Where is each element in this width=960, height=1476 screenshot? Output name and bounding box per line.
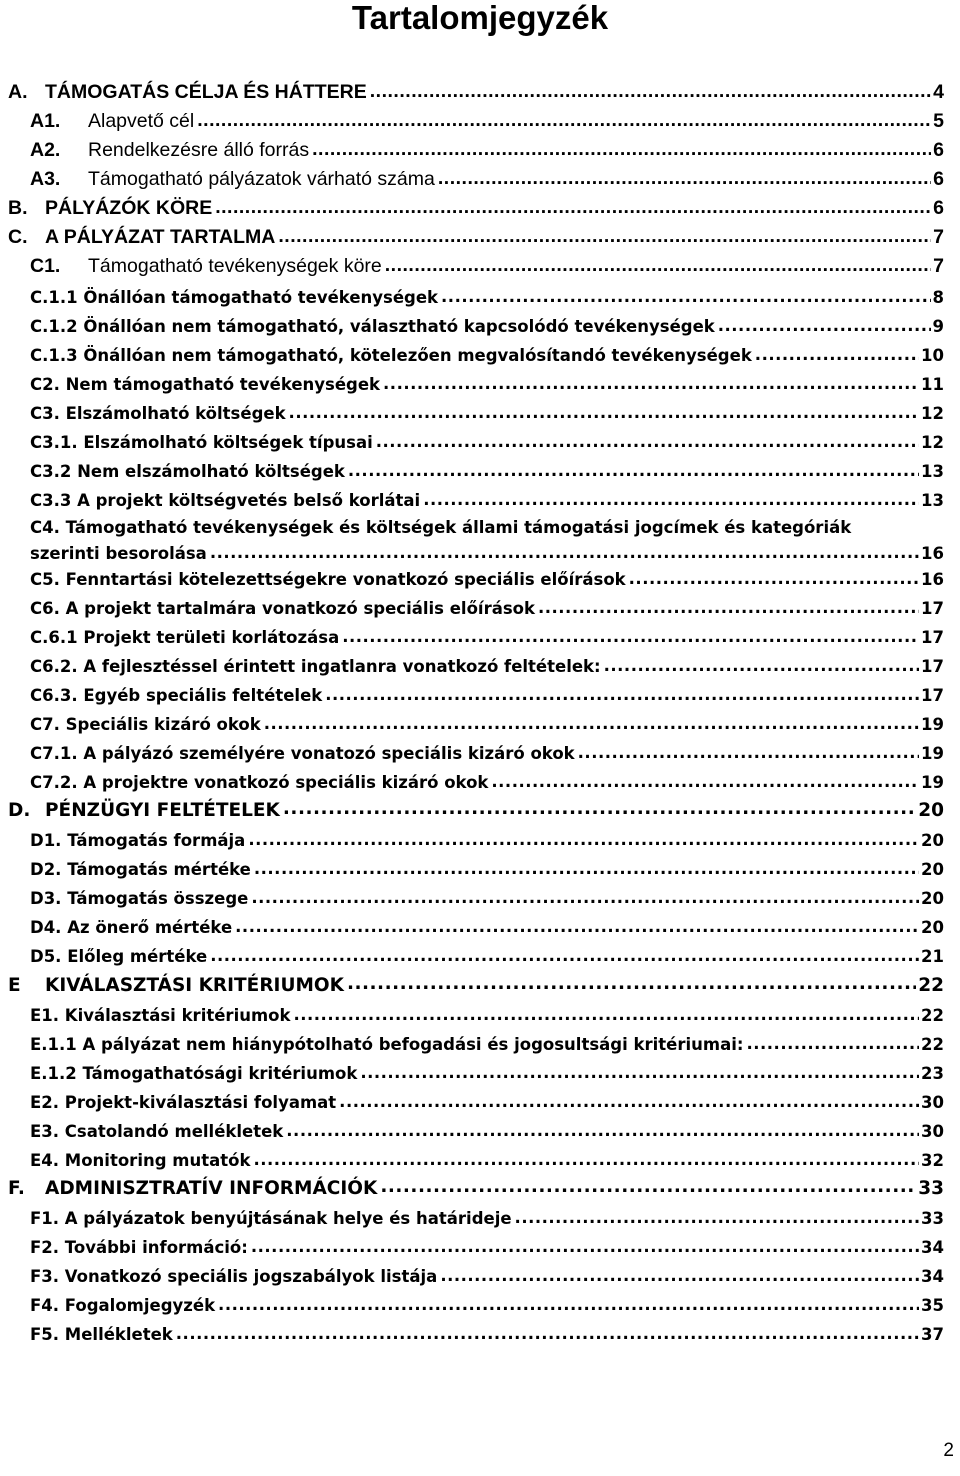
toc-entry-number: D3. [30, 889, 62, 908]
toc-dot-leader [755, 349, 919, 366]
toc-entry-page: 22 [918, 975, 944, 996]
toc-entry-title: Speciális kizáró okok [65, 715, 261, 734]
toc-entry-number: C.1.2 [30, 317, 78, 336]
toc-dot-leader [360, 1067, 919, 1084]
toc-entry[interactable] [30, 886, 944, 908]
toc-entry-page: 22 [921, 1035, 944, 1054]
toc-entry-title: Nem elszámolható költségek [77, 462, 345, 481]
toc-entry-title: Fogalomjegyzék [64, 1296, 216, 1315]
toc-entry-number: E2. [30, 1093, 60, 1112]
toc-entry-page: 13 [921, 462, 944, 481]
toc-entry-title: Önállóan támogatható tevékenységek [83, 288, 439, 307]
toc-dot-leader [376, 436, 919, 453]
toc-entry[interactable] [30, 596, 944, 618]
toc-entry-title: Nem támogatható tevékenységek [65, 375, 381, 394]
toc-entry-number: C.1.3 [30, 346, 78, 365]
toc-dot-leader [370, 85, 931, 105]
toc-dot-leader [438, 172, 931, 192]
toc-entry-number: A3. [30, 168, 61, 190]
toc-entry-title: Támogatás formája [67, 831, 246, 850]
toc-dot-leader [248, 834, 919, 851]
toc-entry-number: C1. [30, 255, 61, 277]
toc-entry[interactable] [8, 1177, 944, 1199]
toc-entry-title: Támogatás mértéke [67, 860, 251, 879]
toc-entry-page: 34 [921, 1267, 944, 1286]
toc-dot-leader [210, 950, 919, 967]
toc-entry-number: E1. [30, 1006, 60, 1025]
toc-entry[interactable] [30, 1032, 944, 1054]
toc-entry-title: A projektre vonatkozó speciális kizáró okok [83, 773, 489, 792]
toc-entry-number: C7.2. [30, 773, 78, 792]
toc-entry-page: 20 [921, 918, 944, 937]
toc-entry[interactable] [30, 488, 944, 510]
toc-entry-title: Támogatható tevékenységek köre [88, 255, 382, 277]
toc-entry-title: KIVÁLASZTÁSI KRITÉRIUMOK [45, 975, 344, 996]
toc-entry-title: A pályázat nem hiánypótolható befogadási és jogosultsági kritériumai: [82, 1035, 744, 1054]
toc-entry-page: 20 [921, 831, 944, 850]
toc-dot-leader [251, 892, 919, 909]
toc-entry-title: Vonatkozó speciális jogszabályok listája [64, 1267, 438, 1286]
toc-entry-number: A. [8, 81, 28, 103]
toc-entry[interactable] [8, 974, 944, 996]
toc-entry[interactable] [30, 1206, 944, 1228]
toc-dot-leader [210, 547, 919, 564]
toc-entry-title: Kiválasztási kritériumok [64, 1006, 291, 1025]
toc-entry-number: A2. [30, 139, 61, 161]
toc-entry-page: 17 [921, 599, 944, 618]
toc-dot-leader [441, 291, 930, 308]
toc-dot-leader [491, 776, 919, 793]
toc-entry[interactable] [30, 140, 944, 162]
toc-entry-page: 23 [921, 1064, 944, 1083]
toc-entry-title: TÁMOGATÁS CÉLJA ÉS HÁTTERE [45, 81, 367, 103]
toc-entry-title: Csatolandó mellékletek [64, 1122, 284, 1141]
toc-entry-title: Alapvető cél [88, 110, 195, 132]
toc-dot-leader [515, 1212, 919, 1229]
toc-entry-page: 6 [933, 168, 944, 190]
toc-entry-page: 7 [933, 226, 944, 248]
toc-entry-title: Támogatható tevékenységek és költségek állami támogatási jogcímek és kategóriák [65, 518, 852, 537]
toc-entry-number: B. [8, 197, 28, 219]
toc-entry[interactable] [8, 227, 944, 249]
toc-entry[interactable] [30, 857, 944, 879]
toc-entry[interactable] [30, 1322, 944, 1344]
toc-entry-number: E [8, 975, 21, 996]
toc-entry-number: C. [8, 226, 28, 248]
toc-entry-title: A PÁLYÁZAT TARTALMA [45, 226, 276, 248]
toc-entry-number: E3. [30, 1122, 60, 1141]
toc-dot-leader [264, 718, 919, 735]
toc-entry-title: PÁLYÁZÓK KÖRE [45, 197, 213, 219]
toc-entry-title: A pályázatok benyújtásának helye és határideje [64, 1209, 512, 1228]
toc-entry-number: F5. [30, 1325, 60, 1344]
toc-entry[interactable] [30, 517, 944, 567]
toc-dot-leader [215, 201, 931, 221]
toc-entry[interactable] [30, 567, 944, 589]
toc-entry-number: D. [8, 800, 31, 821]
toc-entry-page: 33 [918, 1178, 944, 1199]
toc-entry-number: E4. [30, 1151, 60, 1170]
toc-dot-leader [718, 320, 931, 337]
toc-entry-title: Mellékletek [64, 1325, 173, 1344]
toc-entry-number: C4. [30, 518, 60, 537]
toc-entry-title: Egyéb speciális feltételek [83, 686, 323, 705]
toc-dot-leader [538, 602, 919, 619]
toc-dot-leader [578, 747, 919, 764]
toc-entry[interactable] [30, 111, 944, 133]
toc-entry-page: 11 [921, 375, 944, 394]
toc-entry-title: Önállóan nem támogatható, választható kapcsolódó tevékenységek [83, 317, 715, 336]
toc-entry-title: Projekt-kiválasztási folyamat [64, 1093, 337, 1112]
toc-entry[interactable] [30, 372, 944, 394]
toc-dot-leader [342, 631, 919, 648]
toc-entry-page: 4 [933, 81, 944, 103]
toc-entry-title: A pályázó személyére vonatozó speciális kizáró okok [83, 744, 575, 763]
toc-entry[interactable] [30, 430, 944, 452]
toc-entry-page: 32 [921, 1151, 944, 1170]
toc-dot-leader [339, 1096, 919, 1113]
toc-entry-number: F4. [30, 1296, 60, 1315]
toc-dot-leader [312, 143, 931, 163]
toc-dot-leader [235, 921, 919, 938]
toc-entry-number: C6. [30, 599, 60, 618]
page-title: Tartalomjegyzék [351, 0, 609, 36]
toc-entry[interactable] [30, 256, 944, 278]
toc-entry-page: 37 [921, 1325, 944, 1344]
toc-entry-number: C7. [30, 715, 60, 734]
toc-entry-title: ADMINISZTRATÍV INFORMÁCIÓK [45, 1178, 378, 1199]
toc-entry-page: 13 [921, 491, 944, 510]
toc-entry-title: Előleg mértéke [67, 947, 208, 966]
toc-entry-number: D2. [30, 860, 62, 879]
toc-entry-number: C3.1. [30, 433, 78, 452]
toc-entry[interactable] [8, 82, 944, 104]
toc-entry-number: A1. [30, 110, 61, 132]
toc-entry-page: 30 [921, 1093, 944, 1112]
toc-entry[interactable] [30, 169, 944, 191]
toc-entry-page: 6 [933, 139, 944, 161]
toc-entry[interactable] [30, 1148, 944, 1170]
toc-entry[interactable] [30, 741, 944, 763]
toc-entry[interactable] [30, 712, 944, 734]
toc-dot-leader [278, 230, 931, 250]
toc-dot-leader [604, 660, 919, 677]
toc-dot-leader [286, 1125, 919, 1142]
toc-entry-title: Támogatható pályázatok várható száma [88, 168, 435, 190]
toc-dot-leader [380, 1181, 916, 1200]
toc-entry-number: F1. [30, 1209, 60, 1228]
toc-dot-leader [218, 1299, 919, 1316]
toc-dot-leader [197, 114, 931, 134]
toc-entry-page: 19 [921, 715, 944, 734]
toc-dot-leader [325, 689, 919, 706]
toc-entry-number: C6.3. [30, 686, 78, 705]
toc-entry[interactable] [30, 915, 944, 937]
toc-entry-title: A projekt tartalmára vonatkozó speciális előírások [65, 599, 535, 618]
toc-entry-page: 12 [921, 433, 944, 452]
toc-entry-page: 17 [921, 686, 944, 705]
toc-entry[interactable] [30, 770, 944, 792]
toc-entry-page: 35 [921, 1296, 944, 1315]
toc-entry-title: Rendelkezésre álló forrás [88, 139, 310, 161]
toc-entry[interactable] [30, 944, 944, 966]
toc-entry[interactable] [30, 401, 944, 423]
toc-entry[interactable] [30, 459, 944, 481]
toc-entry-title: Fenntartási kötelezettségekre vonatkozó speciális előírások [65, 570, 626, 589]
toc-entry-title: Monitoring mutatók [64, 1151, 251, 1170]
toc-entry[interactable] [30, 1090, 944, 1112]
toc-entry[interactable] [30, 625, 944, 647]
toc-entry[interactable] [30, 1235, 944, 1257]
toc-dot-leader [347, 978, 916, 997]
toc-entry-title: Projekt területi korlátozása [83, 628, 340, 647]
toc-entry-title: Támogathatósági kritériumok [82, 1064, 358, 1083]
toc-entry[interactable] [30, 343, 944, 365]
toc-entry-title: A projekt költségvetés belső korlátai [77, 491, 421, 510]
toc-dot-leader [385, 259, 931, 279]
toc-entry-page: 6 [933, 197, 944, 219]
toc-entry-page: 7 [933, 255, 944, 277]
toc-entry[interactable] [30, 285, 944, 307]
toc-entry[interactable] [8, 198, 944, 220]
toc-entry[interactable] [30, 314, 944, 336]
toc-entry[interactable] [8, 799, 944, 821]
toc-entry[interactable] [30, 1119, 944, 1141]
toc-entry-page: 8 [932, 288, 944, 307]
toc-entry-title: További információ: [64, 1238, 248, 1257]
toc-entry-number: D1. [30, 831, 62, 850]
toc-entry-number: D4. [30, 918, 62, 937]
toc-dot-leader [289, 407, 919, 424]
page-number: 2 [943, 1440, 954, 1461]
toc-dot-leader [293, 1009, 919, 1026]
toc-entry-page: 20 [921, 860, 944, 879]
toc-dot-leader [440, 1270, 919, 1287]
toc-dot-leader [283, 803, 916, 822]
toc-dot-leader [254, 863, 919, 880]
toc-dot-leader [383, 378, 919, 395]
toc-entry[interactable] [30, 1293, 944, 1315]
toc-entry-page: 21 [921, 947, 944, 966]
toc-entry-page: 17 [921, 628, 944, 647]
toc-dot-leader [348, 465, 919, 482]
toc-entry[interactable] [30, 1003, 944, 1025]
toc-entry-title: Az önerő mértéke [67, 918, 233, 937]
toc-entry-number: E.1.1 [30, 1035, 77, 1054]
toc-entry[interactable] [30, 654, 944, 676]
toc-entry-number: D5. [30, 947, 62, 966]
toc-entry-page: 16 [921, 570, 944, 589]
toc-entry-number: C5. [30, 570, 60, 589]
toc-entry-title: A fejlesztéssel érintett ingatlanra vonatkozó feltételek: [83, 657, 601, 676]
toc-entry-number: C6.2. [30, 657, 78, 676]
toc-entry-number: C2. [30, 375, 60, 394]
toc-entry[interactable] [30, 828, 944, 850]
toc-entry-number: C3.2 [30, 462, 72, 481]
toc-entry-page: 33 [921, 1209, 944, 1228]
toc-entry-title: Támogatás összege [67, 889, 249, 908]
toc-entry[interactable] [30, 1264, 944, 1286]
toc-dot-leader [629, 573, 919, 590]
toc-entry-page: 30 [921, 1122, 944, 1141]
toc-dot-leader [176, 1328, 919, 1345]
toc-entry-title: Elszámolható költségek típusai [83, 433, 373, 452]
toc-entry-page: 19 [921, 744, 944, 763]
toc-entry-number: C.6.1 [30, 628, 78, 647]
toc-entry-page: 22 [921, 1006, 944, 1025]
toc-entry-page: 20 [918, 800, 944, 821]
toc-entry-page: 34 [921, 1238, 944, 1257]
toc-entry-page: 20 [921, 889, 944, 908]
toc-entry-number: F3. [30, 1267, 60, 1286]
toc-dot-leader [251, 1241, 919, 1258]
toc-entry-number: C3.3 [30, 491, 72, 510]
toc-dot-leader [253, 1154, 919, 1171]
toc-entry[interactable] [30, 1061, 944, 1083]
toc-entry-title: PÉNZÜGYI FELTÉTELEK [45, 800, 280, 821]
toc-entry[interactable] [30, 683, 944, 705]
toc-entry-number: C.1.1 [30, 288, 78, 307]
toc-entry-page: 12 [921, 404, 944, 423]
toc-entry-number: C7.1. [30, 744, 78, 763]
toc-entry-number: C3. [30, 404, 60, 423]
toc-entry-title: szerinti besorolása [30, 544, 207, 563]
toc-entry-number: E.1.2 [30, 1064, 77, 1083]
toc-dot-leader [746, 1038, 919, 1055]
toc-entry-page: 19 [921, 773, 944, 792]
toc-entry-page: 5 [933, 110, 944, 132]
toc-entry-page: 10 [921, 346, 944, 365]
toc-dot-leader [423, 494, 919, 511]
toc-entry-page: 17 [921, 657, 944, 676]
toc-entry-title: Önállóan nem támogatható, kötelezően megvalósítandó tevékenységek [83, 346, 752, 365]
toc-entry-page: 16 [921, 544, 944, 563]
toc-entry-number: F2. [30, 1238, 60, 1257]
toc-entry-page: 9 [932, 317, 944, 336]
toc-entry-title: Elszámolható költségek [65, 404, 286, 423]
toc-entry-number: F. [8, 1178, 25, 1199]
